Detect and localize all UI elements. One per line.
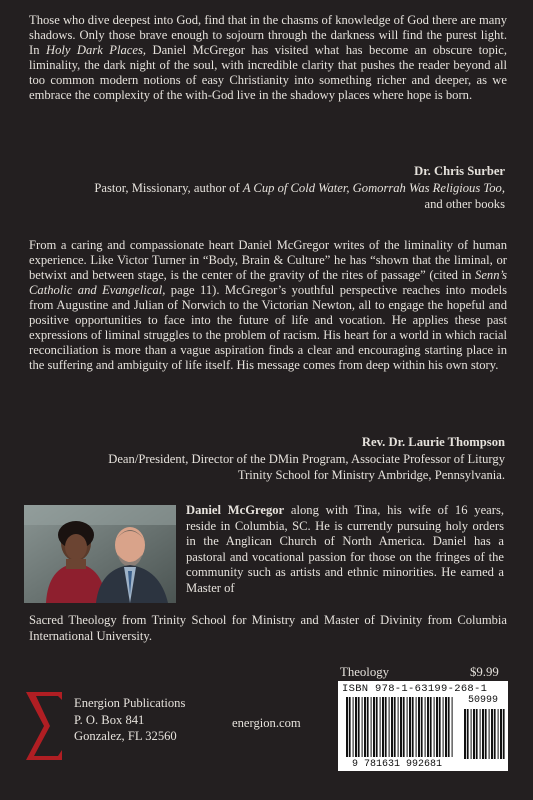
barcode-bar — [430, 697, 432, 757]
addon-digits: 50999 — [467, 695, 498, 706]
barcode-bar — [494, 709, 496, 759]
barcode-bar — [391, 697, 393, 757]
cited-title: Senn’s Catholic and Evangelical — [29, 268, 507, 297]
sigma-logo-icon — [24, 690, 64, 762]
barcode-bar — [434, 697, 435, 757]
author-bio: Daniel McGregor along with Tina, his wife of 16 years, reside in Columbia, SC. He is currently pursuing holy orders in the Anglican Church of North America. Daniel has a pastoral and vocational passion for those on the fringes of the community such as artists and ethnic minorities. He earned a Master of — [186, 503, 504, 595]
barcode-bar — [467, 709, 469, 759]
barcode-bar — [382, 697, 384, 757]
barcode-bar — [364, 697, 366, 757]
barcode-bar — [485, 709, 487, 759]
barcode-bar — [445, 697, 447, 757]
barcode-bar — [349, 697, 351, 757]
author-name: Daniel McGregor — [186, 503, 285, 517]
barcode-bar — [416, 697, 417, 757]
barcode-bar — [491, 709, 493, 759]
barcode-bar — [480, 709, 481, 759]
isbn-label: ISBN 978-1-63199-268-1 — [342, 683, 488, 695]
publisher-address-line2: Gonzalez, FL 32560 — [74, 729, 177, 743]
barcode-bar — [473, 709, 475, 759]
barcode-bar — [439, 697, 441, 757]
barcode-bar — [421, 697, 423, 757]
endorsement-2-text: From a caring and compassionate heart Daniel McGregor writes of the liminality of human experience. Like Victor Turner in “Body, Brain & Culture” he has “shown that the liminal, or betwixt and between stage, is the center of the gravity of the rites of passage” (cited in Senn’s Catholic and Evangelical, page 11). McGregor’s youthful perspective reaches into models from Augustine and Julian of Norwich to the Victorian Newton, all to engage the hopeful and positive opportunities to face into the future of life and vocation. He applies these past expressions of liminal struggles to the problem of racism. His heart for a world in which racial reconciliation is more than a vague aspiration finds a clear and encouraging starting place in the suffering and ambiguity of life itself. His message comes from deep within his own story. — [29, 238, 508, 372]
barcode-bar — [409, 697, 411, 757]
barcode-bar — [482, 709, 484, 759]
barcode-bar — [452, 697, 453, 757]
publisher-block — [74, 695, 185, 745]
barcode-bar — [418, 697, 420, 757]
isbn-barcode — [338, 681, 508, 771]
barcode-bar — [400, 697, 402, 757]
barcode-bar — [425, 697, 426, 757]
barcode-bar — [373, 697, 375, 757]
barcode-bar — [355, 697, 357, 757]
barcode-bar — [443, 697, 444, 757]
barcode-bar — [380, 697, 381, 757]
barcode-bar — [464, 709, 466, 759]
barcode-bar — [489, 709, 490, 759]
author-photo — [24, 505, 176, 603]
barcode-bar — [394, 697, 396, 757]
endorser-1-name: Dr. Chris Surber — [414, 164, 505, 178]
barcode-bar — [403, 697, 405, 757]
barcode-bar — [376, 697, 378, 757]
book-price: $9.99 — [470, 665, 499, 679]
barcode-bar — [346, 697, 348, 757]
barcode-bar — [503, 709, 505, 759]
barcode-bar — [407, 697, 408, 757]
barcode-bar — [476, 709, 478, 759]
author-bio-continued: Sacred Theology from Trinity School for Ministry and Master of Divinity from Columbia International University. — [29, 613, 507, 643]
book-category: Theology — [340, 665, 390, 679]
book-title-mention: Holy Dark Places, — [45, 43, 147, 57]
barcode-bar — [371, 697, 372, 757]
barcode-bar — [362, 697, 363, 757]
endorsement-1-text: Those who dive deepest into God, find that in the chasms of knowledge of God there are many shadows. Only those brave enough to sojourn through the darkness will find the purest light. In Holy Dark Places, Daniel McGregor has visited what has become an obscure topic, liminality, the dark night of the soul, with incredible clarity that pushes the reader beyond all too common modern notions of easy Christianity into something richer and deeper, as we embrace the complexity of the with-God live in the shadowy places where hope is born. — [29, 13, 507, 102]
barcode-bar — [427, 697, 429, 757]
barcode-bar — [498, 709, 499, 759]
barcode-bar — [471, 709, 472, 759]
barcode-bar — [367, 697, 369, 757]
barcode-bar — [398, 697, 399, 757]
ean-digits: 9 781631 992681 — [351, 759, 442, 770]
barcode-bar — [436, 697, 438, 757]
publisher-name: Energion Publications — [74, 696, 186, 710]
barcode-bar — [353, 697, 354, 757]
barcode-bar — [389, 697, 390, 757]
endorser-2-name: Rev. Dr. Laurie Thompson — [361, 435, 505, 449]
barcode-bar — [412, 697, 414, 757]
barcode-bar — [385, 697, 387, 757]
endorser-1-description: Pastor, Missionary, author of A Cup of Cold Water, Gomorrah Was Religious Too, and other books — [94, 181, 505, 211]
barcode-bar — [500, 709, 502, 759]
publisher-address-line1: P. O. Box 841 — [74, 712, 145, 727]
endorser-2-description: Dean/President, Director of the DMin Program, Associate Professor of Liturgy Trinity School for Ministry Ambridge, Pennsylvania. — [108, 452, 505, 482]
publisher-website: energion.com — [232, 716, 301, 730]
barcode-bar — [358, 697, 360, 757]
barcode-bar — [448, 697, 450, 757]
